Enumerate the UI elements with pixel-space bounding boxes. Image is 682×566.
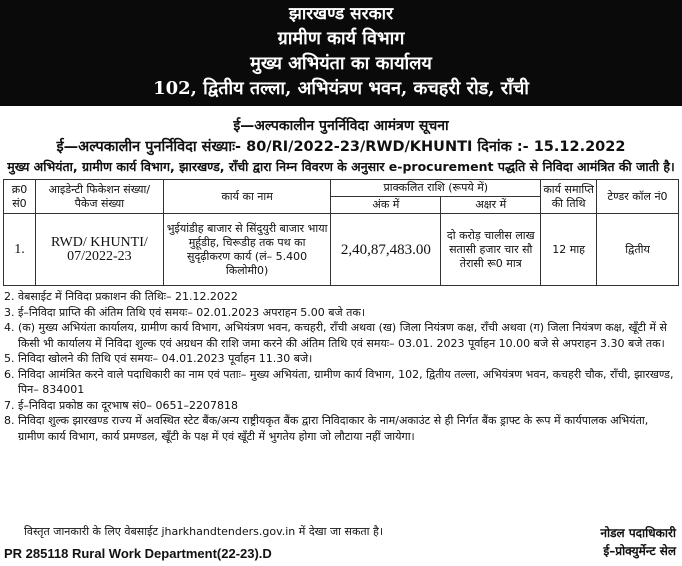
note-text: निविदा शुल्क झारखण्ड राज्य में अवस्थित स्टेट बैंक/अन्य राष्ट्रीयकृत बैंक द्वारा निविदाकार के नाम/अकाउंट से ही निर्गत बैंक ड्राफ्ट के रूप में कार्यपालक अभियंता, ग्रामीण कार्य विभाग, कार्य प्रमण्डल, खूँटी के पक्ष में एवं खूँटी में भुगतेय होगा जो लौटाया नहीं जायेगा।: [18, 414, 649, 443]
note-number: 7.: [4, 398, 15, 412]
col-header-id: आइडेन्टी फिकेशन संख्या/पैकेज संख्या: [35, 180, 163, 214]
table-row: [4, 214, 679, 286]
cell-tender-call: द्वितीय: [597, 214, 679, 286]
office-title: मुख्य अभियंता का कार्यालय: [250, 53, 432, 74]
office-address: 102, द्वितीय तल्ला, अभियंत्रण भवन, कचहरी रोड, राँची: [153, 78, 529, 99]
note-item: [4, 289, 678, 305]
note-number: 6.: [4, 367, 15, 381]
notice-number-line: ई—अल्पकालीन पुनर्निविदा संख्याः- 80/RI/2022-23/RWD/KHUNTI दिनांक :- 15.12.2022: [56, 139, 626, 155]
note-text: ई–निविदा प्राप्ति की अंतिम तिथि एवं समयः– 02.01.2023 अपराहन 5.00 बजे तक।: [18, 305, 366, 319]
footer-pr-number: PR 285118 Rural Work Department(22-23).D: [4, 546, 272, 561]
cell-work: भुईयांडीह बाजार से सिंदुयुरी बाजार भाया मुर्हूडीह, चिरूडीह तक पथ का सुदृढ़ीकरण कार्य (लं– 5.400 किलोमी0): [163, 214, 331, 286]
note-text: निविदा आमंत्रित करने वाले पदाधिकारी का नाम एवं पताः– मुख्य अभियंता, ग्रामीण कार्य विभाग, 102, द्वितीय तल्ला, अभियंत्रण भवन, कचहरी चौक, राँची, झारखण्ड, पिन– 834001: [18, 367, 674, 396]
website-info: विस्तृत जानकारी के लिए वेबसाईट jharkhandtenders.gov.in में देखा जा सकता है।: [24, 525, 384, 538]
note-item: [4, 413, 678, 444]
notice-intro: मुख्य अभियंता, ग्रामीण कार्य विभाग, झारखण्ड, राँची द्वारा निम्न विवरण के अनुसार e-procurement पद्धति से निविदा आमंत्रित की जाती है।: [7, 159, 675, 174]
notice-title: ई—अल्पकालीन पुनर्निविदा आमंत्रण सूचना: [233, 118, 449, 134]
cell-sno: 1.: [4, 214, 36, 286]
signatory-title: नोडल पदाधिकारी: [600, 526, 676, 540]
col-header-work: कार्य का नाम: [163, 180, 331, 214]
signatory-block: [600, 524, 676, 560]
col-header-completion: कार्य समाप्ति की तिथि: [541, 180, 597, 214]
notes-list: [4, 289, 678, 444]
note-text: ई–निविदा प्रकोष्ठ का दूरभाष सं0– 0651–2207818: [18, 398, 239, 412]
note-text: वेबसाईट में निविदा प्रकाशन की तिथिः– 21.12.2022: [18, 290, 238, 303]
dept-title: ग्रामीण कार्य विभाग: [277, 28, 405, 49]
note-text: निविदा खोलने की तिथि एवं समयः– 04.01.2023 पूर्वाहन 11.30 बजे।: [18, 352, 313, 365]
cell-id: RWD/ KHUNTI/ 07/2022-23: [35, 214, 163, 286]
tender-table: [3, 179, 679, 286]
cell-amount: 2,40,87,483.00: [331, 214, 441, 286]
note-item: [4, 320, 678, 351]
govt-title: झारखण्ड सरकार: [288, 4, 394, 24]
table-header-row: [4, 180, 679, 197]
note-number: 8.: [4, 414, 15, 427]
note-text: (क) मुख्य अभियंता कार्यालय, ग्रामीण कार्य विभाग, अभियंत्रण भवन, कचहरी, राँची अथवा (ख) जिला नियंत्रण कक्ष, राँची अथवा (ग) जिला नियंत्रण कक्ष, खूँटी में से किसी भी कार्यालय में निविदा शुल्क एवं अग्रधन की राशि जमा करने की अंतिम तिथि एवं समयः– 03.01. 2023 पूर्वाहन 10.00 बजे से अपराहन 3.30 बजे तक।: [18, 321, 667, 350]
col-header-estimated: प्राक्कलित राशि (रूपये में): [331, 180, 541, 197]
signatory-cell: ई–प्रोक्युर्मेन्ट सेल: [603, 544, 676, 558]
note-item: [4, 367, 678, 398]
col-header-sno: क्र0 सं0: [4, 180, 36, 214]
cell-amount-words: दो करोड़ चालीस लाख सतासी हजार चार सौ तेरासी रू0 मात्र: [441, 214, 541, 286]
col-header-tender-call: टेण्डर कॉल नं0: [597, 180, 679, 214]
header-banner: [0, 0, 682, 106]
note-number: 4.: [4, 321, 15, 334]
note-item: [4, 305, 678, 321]
note-item: [4, 351, 678, 367]
note-number: 5.: [4, 352, 15, 365]
note-number: 3.: [4, 305, 15, 319]
col-header-in-words: अक्षर में: [441, 197, 541, 214]
col-header-in-figures: अंक में: [331, 197, 441, 214]
cell-completion: 12 माह: [541, 214, 597, 286]
note-number: 2.: [4, 290, 15, 303]
note-item: [4, 398, 678, 414]
